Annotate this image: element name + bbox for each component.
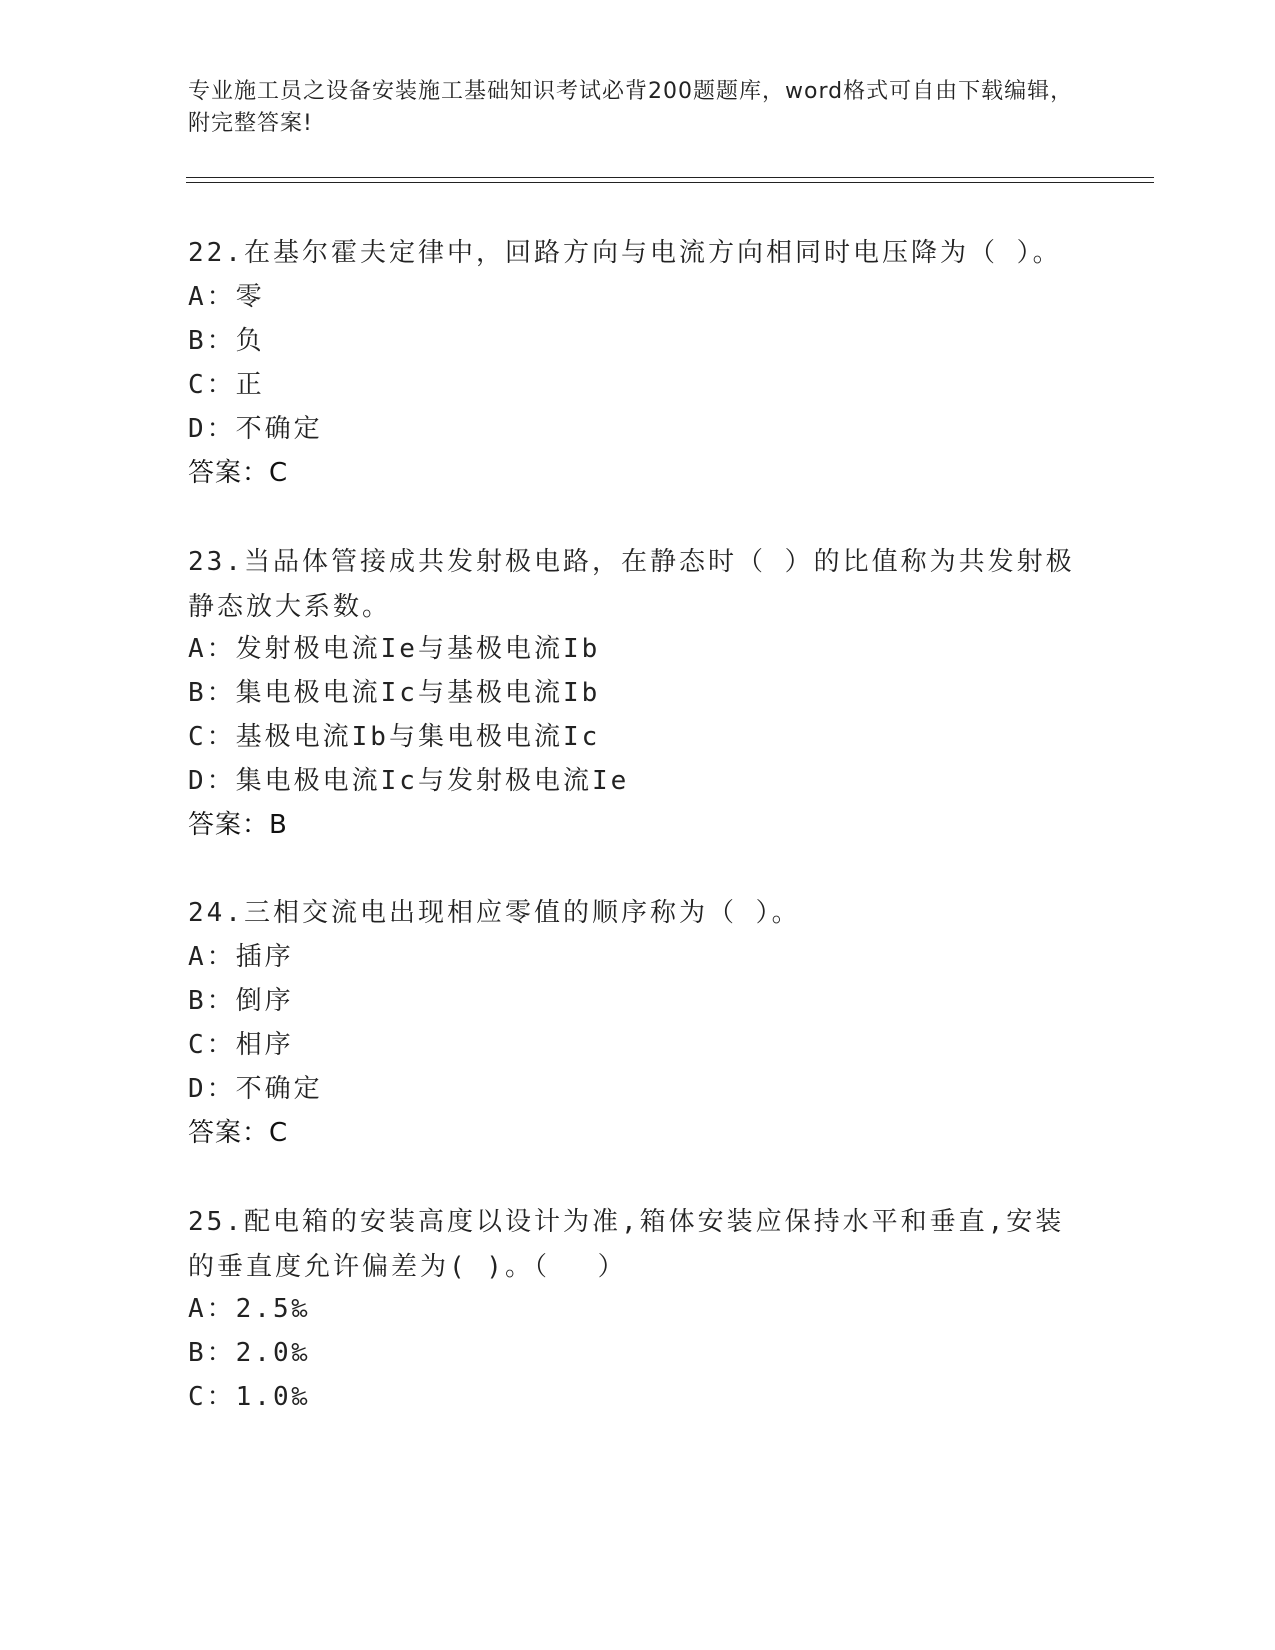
option-a: A：零 (188, 282, 265, 312)
header-divider (186, 177, 1154, 178)
option-d: D：不确定 (188, 1074, 323, 1104)
option-c: C：相序 (188, 1030, 294, 1060)
option-c: C：基极电流Ib与集电极电流Ic (188, 722, 601, 752)
option-d: D：集电极电流Ic与发射极电流Ie (188, 766, 630, 796)
document-header: 专业施工员之设备安装施工基础知识考试必背200题题库，word格式可自由下载编辑，附完整答案! (188, 79, 1074, 136)
option-b: B：倒序 (188, 986, 294, 1016)
option-b: B：负 (188, 326, 265, 356)
header-divider (186, 182, 1154, 183)
question-stem: 22.在基尔霍夫定律中，回路方向与电流方向相同时电压降为（ ）。 (188, 238, 1062, 268)
option-a: A：2.5‰ (188, 1294, 311, 1324)
option-c: C：1.0‰ (188, 1382, 311, 1412)
question-stem: 24.三相交流电出现相应零值的顺序称为（ ）。 (188, 898, 801, 928)
answer-label: 答案：C (188, 1118, 289, 1148)
option-a: A：发射极电流Ie与基极电流Ib (188, 634, 601, 664)
option-c: C：正 (188, 370, 265, 400)
option-a: A：插序 (188, 942, 294, 972)
option-b: B：集电极电流Ic与基极电流Ib (188, 678, 601, 708)
option-d: D：不确定 (188, 414, 323, 444)
option-b: B：2.0‰ (188, 1338, 311, 1368)
answer-label: 答案：C (188, 458, 289, 488)
question-stem: 25.配电箱的安装高度以设计为准,箱体安装应保持水平和垂直,安装的垂直度允许偏差为( )。（ ） (188, 1207, 1065, 1282)
question-stem: 23.当品体管接成共发射极电路，在静态时（ ）的比值称为共发射极静态放大系数。 (188, 547, 1075, 622)
answer-label: 答案：B (188, 810, 288, 840)
